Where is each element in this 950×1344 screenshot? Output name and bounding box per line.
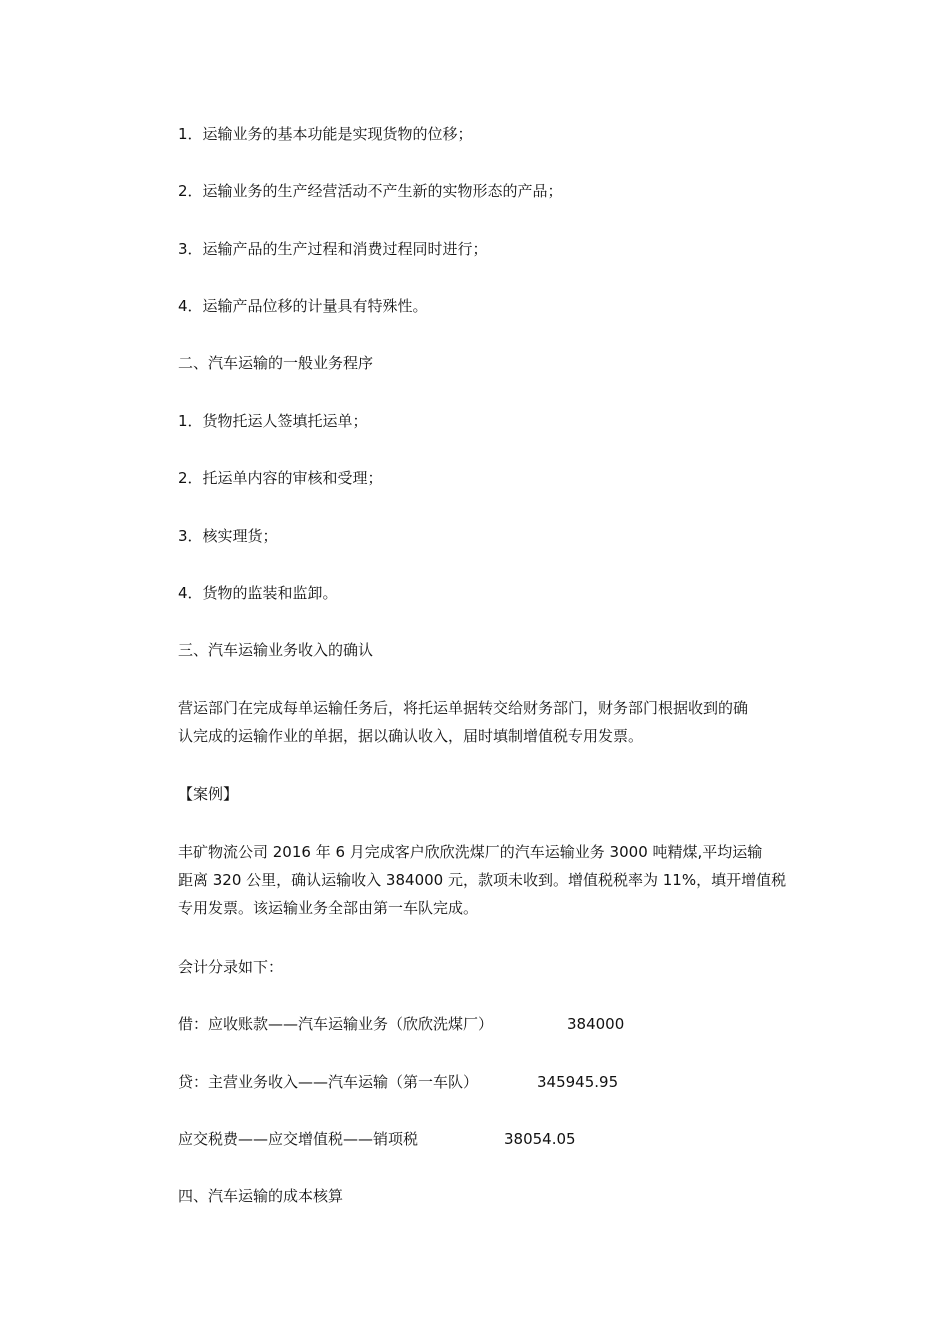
section-heading: 二、汽车运输的一般业务程序 [178, 354, 374, 372]
journal-entry-account: 借：应收账款——汽车运输业务（欣欣洗煤厂） [178, 1015, 494, 1033]
journal-entry-account: 贷：主营业务收入——汽车运输（第一车队） [178, 1073, 479, 1091]
entries-intro: 会计分录如下： [178, 958, 284, 976]
paragraph-line: 营运部门在完成每单运输任务后，将托运单据转交给财务部门，财务部门根据收到的确 [178, 699, 749, 717]
journal-entry-account: 应交税费——应交增值税——销项税 [178, 1130, 419, 1148]
list-item: 2．托运单内容的审核和受理； [178, 469, 383, 487]
case-paragraph [178, 838, 818, 922]
paragraph-line: 距离 320 公里，确认运输收入 384000 元，款项未收到。增值税税率为 11%，填开增值税 [178, 871, 787, 889]
journal-entry-amount: 384000 [567, 1015, 625, 1033]
list-item: 3．运输产品的生产过程和消费过程同时进行； [178, 240, 488, 258]
list-item: 3．核实理货； [178, 527, 278, 545]
journal-entry-amount: 38054.05 [504, 1130, 576, 1148]
list-item: 1．运输业务的基本功能是实现货物的位移； [178, 125, 473, 143]
section-heading: 三、汽车运输业务收入的确认 [178, 641, 374, 659]
paragraph-line: 专用发票。该运输业务全部由第一车队完成。 [178, 899, 479, 917]
list-item: 2．运输业务的生产经营活动不产生新的实物形态的产品； [178, 182, 563, 200]
list-item: 4．运输产品位移的计量具有特殊性。 [178, 297, 428, 315]
paragraph [178, 694, 818, 750]
case-label: 【案例】 [178, 785, 239, 803]
section-heading: 四、汽车运输的成本核算 [178, 1187, 344, 1205]
paragraph-line: 认完成的运输作业的单据，据以确认收入，届时填制增值税专用发票。 [178, 727, 644, 745]
paragraph-line: 丰矿物流公司 2016 年 6 月完成客户欣欣洗煤厂的汽车运输业务 3000 吨精煤,平均运输 [178, 843, 763, 861]
list-item: 4．货物的监装和监卸。 [178, 584, 338, 602]
journal-entry-amount: 345945.95 [537, 1073, 619, 1091]
list-item: 1．货物托运人签填托运单； [178, 412, 368, 430]
